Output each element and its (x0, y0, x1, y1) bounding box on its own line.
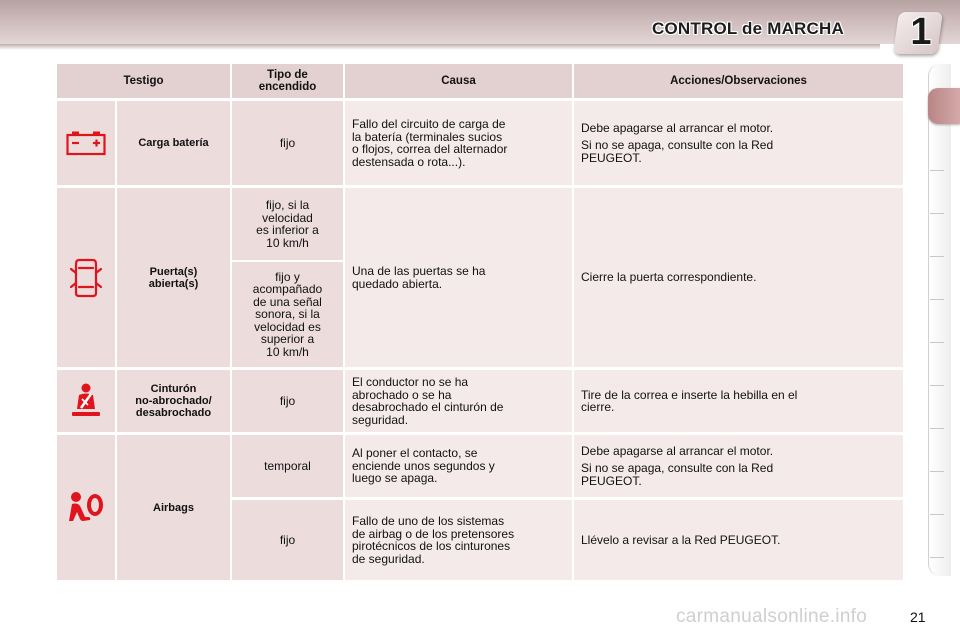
cause-line: abrochado o se ha (352, 387, 452, 402)
seatbelt-icon-cell (57, 370, 115, 432)
row-doors-cause (345, 188, 572, 367)
action-line: Cierre la puerta correspondiente. (581, 270, 757, 285)
cause-line: El conductor no se ha (352, 375, 469, 389)
tab-divider (930, 557, 944, 558)
action-line: Llévelo a revisar a la Red PEUGEOT. (581, 532, 781, 547)
type-line: velocidad (262, 210, 313, 225)
cause-line: luego se apaga. (352, 471, 438, 486)
row-doors-type-fast (232, 262, 343, 367)
watermark: carmanualsonline.info (676, 606, 868, 627)
header-shadow (0, 44, 880, 50)
row-battery-cause (345, 101, 572, 185)
row-battery-type: fijo (232, 101, 343, 185)
type-line: acompañado (252, 282, 323, 297)
tab-divider (930, 256, 944, 257)
name-line: desabrochado (135, 407, 212, 419)
tab-divider (930, 428, 944, 429)
tab-divider (930, 299, 944, 300)
cause-line: seguridad. (352, 412, 409, 427)
row-battery-actions (574, 101, 903, 185)
name-line: Puerta(s) (149, 265, 198, 278)
cause-line: o flojos, correa del alternador (352, 142, 508, 156)
name-line: abierta(s) (148, 277, 199, 290)
page-number: 21 (910, 609, 926, 625)
row-airbags-type-fijo: fijo (232, 500, 343, 580)
header-testigo: Testigo (57, 64, 230, 98)
action-line: Si no se apaga, consulte con la Red (581, 461, 774, 476)
action-line: cierre. (581, 400, 615, 414)
door-open-icon (70, 257, 102, 299)
row-seatbelt-type: fijo (232, 370, 343, 432)
row-seatbelt-actions (574, 370, 903, 432)
header-tipo-encendido (232, 64, 343, 98)
type-line: de una señal (253, 294, 322, 309)
row-airbags-actions-fijo (574, 500, 903, 580)
row-seatbelt-name (117, 370, 230, 432)
row-airbags-type-temporal: temporal (232, 435, 343, 497)
airbag-icon-cell (57, 435, 115, 580)
action-line: Si no se apaga, consulte con la Red (581, 138, 774, 153)
door-icon-cell (57, 188, 115, 367)
cause-line: Una de las puertas se ha (352, 264, 486, 278)
row-airbags-name: Airbags (117, 435, 230, 580)
header-tipo-line: encendido (258, 81, 317, 93)
cause-line: de seguridad. (352, 551, 425, 566)
type-line: es inferior a (256, 223, 319, 237)
airbag-icon (67, 490, 105, 526)
tab-divider (930, 342, 944, 343)
action-line: Debe apagarse al arrancar el motor. (581, 120, 774, 135)
cause-line: Fallo de uno de los sistemas (352, 514, 505, 528)
battery-icon-cell (57, 101, 115, 185)
row-doors-type-slow (232, 188, 343, 260)
row-doors-name (117, 188, 230, 367)
type-line: velocidad es (254, 319, 321, 334)
tab-divider (930, 170, 944, 171)
seatbelt-icon (69, 382, 103, 420)
cause-line: Al poner el contacto, se (352, 446, 478, 461)
page-title: CONTROL de MARCHA (652, 19, 844, 38)
name-line: no-abrochado/ (135, 395, 212, 407)
cause-line: quedado abierta. (352, 276, 443, 291)
tab-divider (930, 213, 944, 214)
row-airbags-actions-temporal (574, 435, 903, 497)
type-line: superior a (260, 332, 315, 347)
type-line: 10 km/h (266, 344, 309, 359)
row-battery-name: Carga batería (117, 101, 230, 185)
cause-line: la batería (terminales sucios (352, 129, 503, 144)
header-acciones: Acciones/Observaciones (574, 64, 903, 98)
action-line: Debe apagarse al arrancar el motor. (581, 443, 774, 458)
header-tipo-line: Tipo de (267, 69, 308, 81)
name-line: Cinturón (150, 383, 197, 395)
row-airbags-cause-fijo (345, 500, 572, 580)
tab-divider (930, 385, 944, 386)
tab-divider (930, 471, 944, 472)
action-paragraph (581, 462, 899, 487)
cause-line: pirotécnicos de los cinturones (352, 539, 511, 553)
action-line: Tire de la correa e inserte la hebilla en el (581, 387, 798, 402)
cause-line: desabrochado el cinturón de (352, 400, 504, 414)
row-seatbelt-cause (345, 370, 572, 432)
battery-icon (66, 130, 106, 156)
tab-divider (930, 514, 944, 515)
action-line: PEUGEOT. (581, 150, 642, 165)
row-doors-actions (574, 188, 903, 367)
cause-line: enciende unos segundos y (352, 458, 495, 473)
action-paragraph (581, 139, 899, 164)
action-paragraph (581, 445, 899, 458)
header-causa: Causa (345, 64, 572, 98)
type-line: fijo, si la (265, 198, 310, 212)
chapter-tab-strip[interactable] (928, 64, 951, 576)
row-airbags-cause-temporal (345, 435, 572, 497)
cause-line: Fallo del circuito de carga de (352, 117, 506, 131)
cause-line: de airbag o de los pretensores (352, 526, 515, 541)
type-line: 10 km/h (266, 235, 309, 250)
type-line: fijo y (275, 269, 300, 284)
type-line: sonora, si la (255, 307, 320, 322)
action-paragraph (581, 122, 899, 135)
action-line: PEUGEOT. (581, 473, 642, 488)
chapter-number: 1 (910, 11, 932, 53)
chapter-tab-active[interactable] (928, 88, 960, 124)
cause-line: destensada o rota...). (352, 154, 466, 169)
